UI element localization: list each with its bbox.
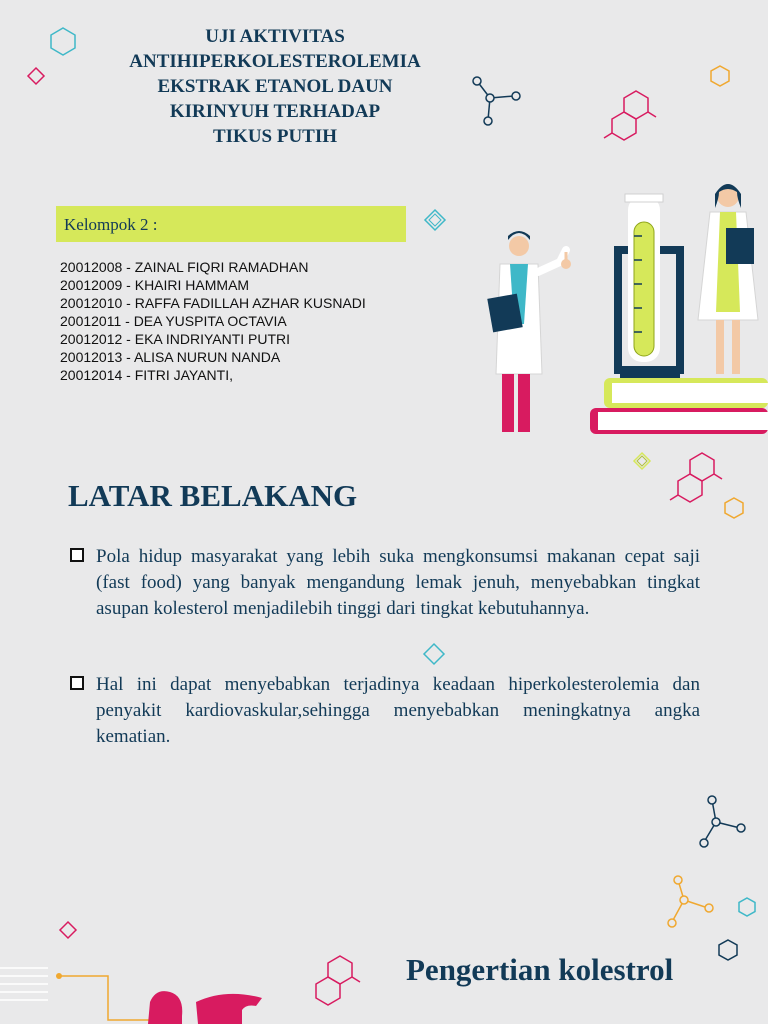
diamond-sparkle-icon (632, 451, 652, 471)
member-item: 20012010 - RAFFA FADILLAH AZHAR KUSNADI (60, 295, 366, 311)
presentation-title (100, 24, 450, 149)
molecule-icon (664, 874, 718, 930)
member-item: 20012009 - KHAIRI HAMMAM (60, 277, 250, 293)
diamond-sparkle-icon (58, 920, 78, 940)
bullet-item (70, 672, 700, 750)
member-item: 20012012 - EKA INDRIYANTI PUTRI (60, 331, 291, 347)
section-heading-pengertian: Pengertian kolestrol (406, 952, 674, 987)
title-line: KIRINYUH TERHADAP (169, 101, 381, 122)
hexagon-icon (48, 26, 78, 56)
title-line: UJI AKTIVITAS (205, 26, 345, 47)
bullet-item (70, 544, 700, 622)
member-item: 20012011 - DEA YUSPITA OCTAVIA (60, 313, 287, 329)
hexagon-icon (722, 496, 746, 520)
diamond-sparkle-icon (423, 208, 447, 232)
benzene-ring-icon (304, 952, 364, 1012)
bullet-text: Hal ini dapat menyebabkan terjadinya keadaan hiperkolesterolemia dan penyakit kardiovaskular,sehingga menyebabkan meningkatnya angka kematian. (96, 674, 700, 747)
diamond-sparkle-icon (422, 642, 446, 666)
hexagon-icon (716, 938, 740, 962)
section-heading-latar-belakang: LATAR BELAKANG (68, 478, 358, 513)
member-item: 20012013 - ALISA NURUN NANDA (60, 349, 281, 365)
hexagon-icon (736, 896, 758, 918)
bullet-text: Pola hidup masyarakat yang lebih suka mengkonsumsi makanan cepat saji (fast food) yang banyak mengandung lemak jenuh, menyebabkan tingkat asupan kolesterol menjadilebih tinggi dari tingkat kebutuhannya. (96, 546, 700, 619)
bottom-left-decoration (0, 962, 300, 1024)
molecule-icon (468, 72, 528, 132)
member-item: 20012014 - FITRI JAYANTI, (60, 367, 233, 383)
hexagon-icon (708, 64, 732, 88)
scientists-illustration (470, 176, 768, 436)
checkbox-bullet-icon (70, 676, 84, 690)
member-item: 20012008 - ZAINAL FIQRI RAMADHAN (60, 259, 309, 275)
benzene-ring-icon (664, 448, 728, 512)
molecule-icon (696, 794, 750, 850)
group-label: Kelompok 2 : (64, 215, 158, 234)
checkbox-bullet-icon (70, 548, 84, 562)
title-line: TIKUS PUTIH (212, 126, 338, 147)
member-list (60, 258, 366, 384)
benzene-ring-icon (600, 86, 664, 150)
title-line: ANTIHIPERKOLESTEROLEMIA (129, 51, 421, 72)
title-line: EKSTRAK ETANOL DAUN (157, 76, 393, 97)
diamond-sparkle-icon (26, 66, 46, 86)
